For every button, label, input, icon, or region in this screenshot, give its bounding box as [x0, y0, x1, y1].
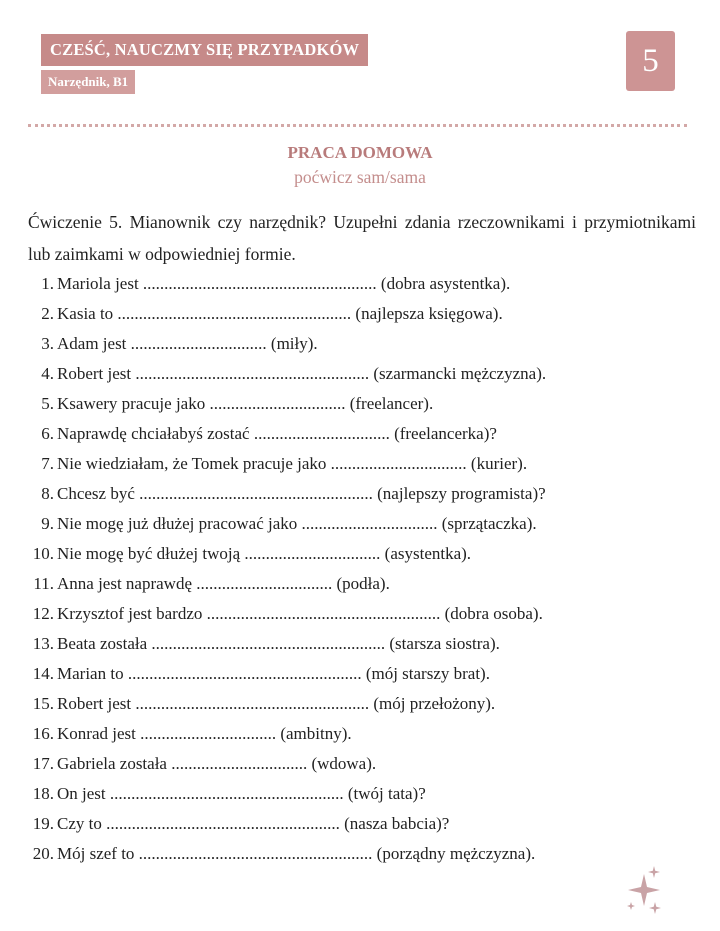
exercise-number: 8.	[41, 484, 54, 503]
exercise-number: 19.	[32, 814, 54, 833]
exercise-number: 16.	[32, 724, 54, 743]
exercise-number: 13.	[32, 634, 54, 653]
exercise-sentence: Beata została ....................................................... (starsza siostra).	[57, 634, 500, 653]
exercise-item	[0, 839, 720, 869]
dotted-divider	[28, 124, 687, 127]
exercise-sentence: Robert jest ....................................................... (szarmancki mężczyzna).	[57, 364, 547, 383]
exercise-number: 11.	[33, 574, 54, 593]
exercise-item	[0, 779, 720, 809]
exercise-sentence: Naprawdę chciałabyś zostać ................................ (freelancerka)?	[57, 424, 497, 443]
exercise-item	[0, 539, 720, 569]
exercise-item	[0, 659, 720, 689]
header-title-badge: CZEŚĆ, NAUCZMY SIĘ PRZYPADKÓW	[41, 34, 368, 66]
exercise-number: 10.	[32, 544, 54, 563]
exercise-sentence: Czy to ....................................................... (nasza babcia)?	[57, 814, 450, 833]
exercise-item	[0, 809, 720, 839]
exercise-number: 7.	[41, 454, 54, 473]
exercise-number: 14.	[32, 664, 54, 683]
exercise-number: 2.	[41, 304, 54, 323]
exercise-sentence: Krzysztof jest bardzo ....................................................... (dobra osoba).	[57, 604, 543, 623]
exercise-item	[0, 299, 720, 329]
exercise-sentence: Nie mogę być dłużej twoją ................................ (asystentka).	[57, 544, 472, 563]
exercise-sentence: Konrad jest ................................ (ambitny).	[57, 724, 352, 743]
exercise-item	[0, 269, 720, 299]
exercise-item	[0, 419, 720, 449]
exercise-sentence: Robert jest ....................................................... (mój przełożony).	[57, 694, 496, 713]
exercise-item	[0, 479, 720, 509]
exercise-sentence: Kasia to ....................................................... (najlepsza księgowa).	[57, 304, 503, 323]
exercise-sentence: Anna jest naprawdę ................................ (podła).	[57, 574, 390, 593]
exercise-item	[0, 629, 720, 659]
exercise-number: 4.	[41, 364, 54, 383]
exercise-item	[0, 599, 720, 629]
exercise-item	[0, 689, 720, 719]
exercise-item	[0, 329, 720, 359]
exercise-item	[0, 389, 720, 419]
exercise-number: 9.	[41, 514, 54, 533]
exercise-item	[0, 719, 720, 749]
page-number-box: 5	[626, 31, 675, 91]
exercise-number: 3.	[41, 334, 54, 353]
exercise-item	[0, 569, 720, 599]
exercise-number: 6.	[41, 424, 54, 443]
header-subtitle-badge: Narzędnik, B1	[41, 70, 135, 94]
exercise-number: 15.	[32, 694, 54, 713]
exercise-sentence: On jest ....................................................... (twój tata)?	[57, 784, 426, 803]
exercise-sentence: Nie mogę już dłużej pracować jako ................................ (sprzątaczka).	[57, 514, 537, 533]
exercise-item	[0, 509, 720, 539]
exercise-item	[0, 749, 720, 779]
exercise-sentence: Nie wiedziałam, że Tomek pracuje jako ................................ (kurier).	[57, 454, 528, 473]
exercise-instruction: Ćwiczenie 5. Mianownik czy narzędnik? Uzupełni zdania rzeczownikami i przymiotnikami lub zaimkami w odpowiedniej formie.	[28, 212, 696, 264]
exercise-sentence: Mariola jest ....................................................... (dobra asystentka).	[57, 274, 511, 293]
sparkle-stars-icon	[624, 866, 664, 916]
exercise-item	[0, 449, 720, 479]
exercise-sentence: Mój szef to ....................................................... (porządny mężczyzna).	[57, 844, 536, 863]
section-title: PRACA DOMOWA	[287, 143, 433, 162]
exercise-number: 12.	[32, 604, 54, 623]
exercise-number: 17.	[32, 754, 54, 773]
exercise-number: 5.	[41, 394, 54, 413]
exercise-sentence: Chcesz być ....................................................... (najlepszy programista)?	[57, 484, 546, 503]
exercise-sentence: Ksawery pracuje jako ................................ (freelancer).	[57, 394, 434, 413]
exercise-item	[0, 359, 720, 389]
exercise-number: 20.	[32, 844, 54, 863]
exercise-number: 18.	[32, 784, 54, 803]
exercise-sentence: Adam jest ................................ (miły).	[57, 334, 318, 353]
exercise-list	[0, 269, 720, 869]
exercise-sentence: Gabriela została ................................ (wdowa).	[57, 754, 377, 773]
section-subtitle: poćwicz sam/sama	[294, 167, 426, 187]
exercise-number: 1.	[41, 274, 54, 293]
exercise-sentence: Marian to ....................................................... (mój starszy brat).	[57, 664, 490, 683]
